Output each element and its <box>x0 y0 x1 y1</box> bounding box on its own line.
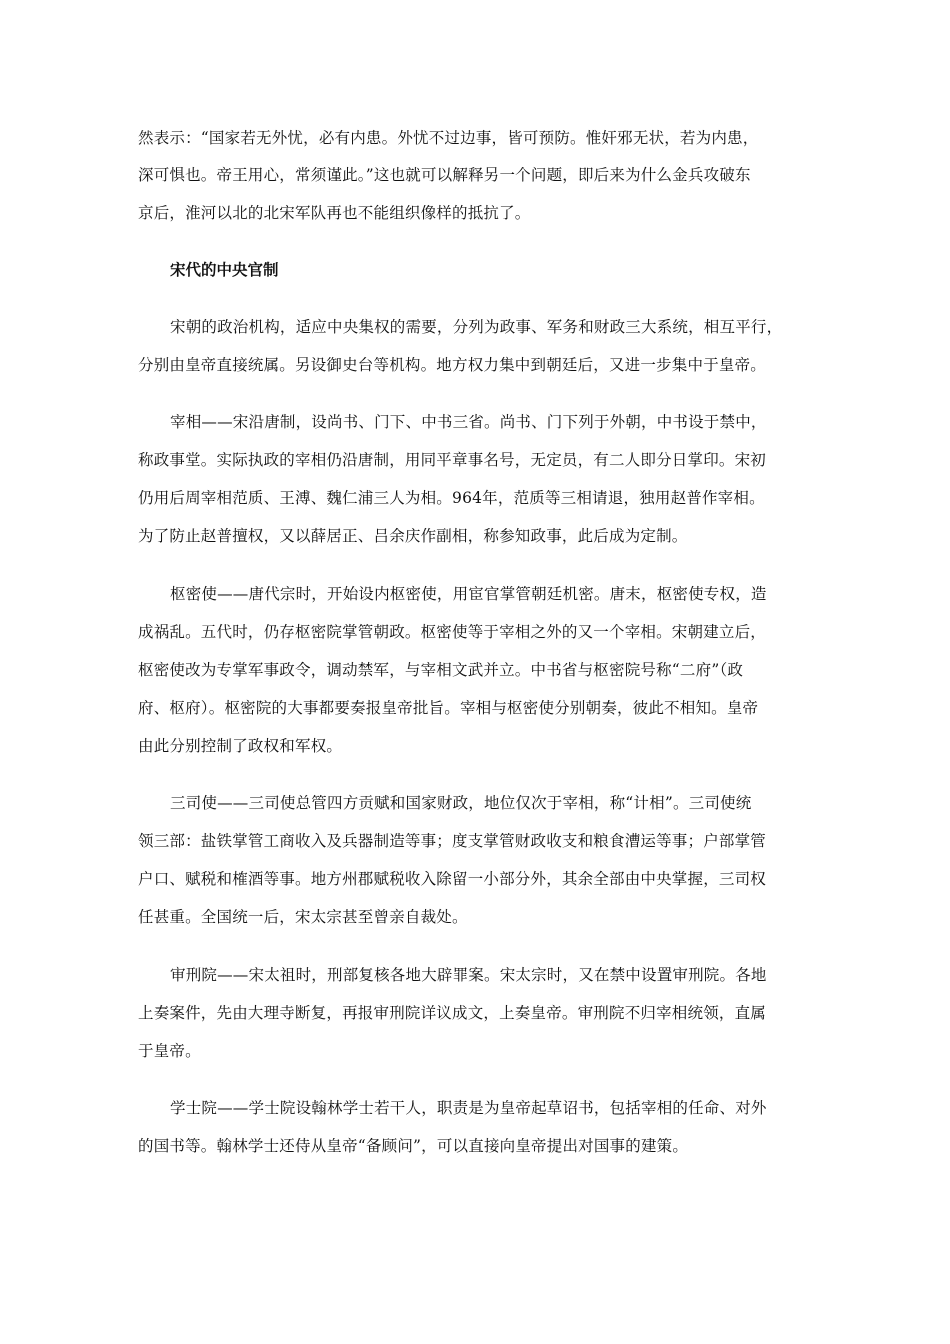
paragraph-5-line-1: 三司使——三司使总管四方贡赋和国家财政，地位仅次于宰相，称“计相”。三司使统 <box>170 794 752 812</box>
paragraph-3-line-1: 宰相——宋沿唐制，设尚书、门下、中书三省。尚书、门下列于外朝，中书设于禁中， <box>170 413 767 431</box>
paragraph-3-line-3: 仍用后周宰相范质、王溥、魏仁浦三人为相。964年，范质等三相请退，独用赵普作宰相。 <box>138 489 765 507</box>
paragraph-4-line-2: 成祸乱。五代时，仍存枢密院掌管朝政。枢密使等于宰相之外的又一个宰相。宋朝建立后， <box>138 623 767 641</box>
paragraph-6-line-3: 于皇帝。 <box>138 1042 201 1060</box>
paragraph-1-line-2: 深可惧也。帝王用心，常须谨此。”这也就可以解释另一个问题，即后来为什么金兵攻破东 <box>138 166 751 184</box>
paragraph-5-line-2: 领三部：盐铁掌管工商收入及兵器制造等事；度支掌管财政收支和粮食漕运等事；户部掌管 <box>138 832 767 850</box>
paragraph-4-line-1: 枢密使——唐代宗时，开始设内枢密使，用宦官掌管朝廷机密。唐末，枢密使专权，造 <box>170 585 767 603</box>
section-heading: 宋代的中央官制 <box>170 261 279 279</box>
paragraph-7-line-2: 的国书等。翰林学士还侍从皇帝“备顾问”，可以直接向皇帝提出对国事的建策。 <box>138 1137 689 1155</box>
paragraph-4-line-3: 枢密使改为专掌军事政令，调动禁军，与宰相文武并立。中书省与枢密院号称“二府”（政 <box>138 661 744 679</box>
paragraph-4-line-4: 府、枢府）。枢密院的大事都要奏报皇帝批旨。宰相与枢密使分别朝奏，彼此不相知。皇帝 <box>138 699 759 717</box>
paragraph-6-line-1: 审刑院——宋太祖时，刑部复核各地大辟罪案。宋太宗时，又在禁中设置审刑院。各地 <box>170 966 767 984</box>
paragraph-5-line-3: 户口、赋税和榷酒等事。地方州郡赋税收入除留一小部分外，其余全部由中央掌握，三司权 <box>138 870 767 888</box>
paragraph-1-line-1: 然表示：“国家若无外忧，必有内患。外忧不过边事，皆可预防。惟奸邪无状，若为内患， <box>138 129 759 147</box>
paragraph-3-line-4: 为了防止赵普擅权，又以薛居正、吕余庆作副相，称参知政事，此后成为定制。 <box>138 527 688 545</box>
paragraph-3-line-2: 称政事堂。实际执政的宰相仍沿唐制，用同平章事名号，无定员，有二人即分日掌印。宋初 <box>138 451 767 469</box>
paragraph-4-line-5: 由此分别控制了政权和军权。 <box>138 737 343 755</box>
paragraph-2-line-2: 分别由皇帝直接统属。另设御史台等机构。地方权力集中到朝廷后，又进一步集中于皇帝。 <box>138 356 767 374</box>
paragraph-5-line-4: 任甚重。全国统一后，宋太宗甚至曾亲自裁处。 <box>138 908 468 926</box>
paragraph-7-line-1: 学士院——学士院设翰林学士若干人，职责是为皇帝起草诏书，包括宰相的任命、对外 <box>170 1099 767 1117</box>
paragraph-2-line-1: 宋朝的政治机构，适应中央集权的需要，分列为政事、军务和财政三大系统，相互平行， <box>170 318 783 336</box>
paragraph-1-line-3: 京后，淮河以北的北宋军队再也不能组织像样的抵抗了。 <box>138 204 531 222</box>
paragraph-6-line-2: 上奏案件，先由大理寺断复，再报审刑院详议成文，上奏皇帝。审刑院不归宰相统领，直属 <box>138 1004 767 1022</box>
